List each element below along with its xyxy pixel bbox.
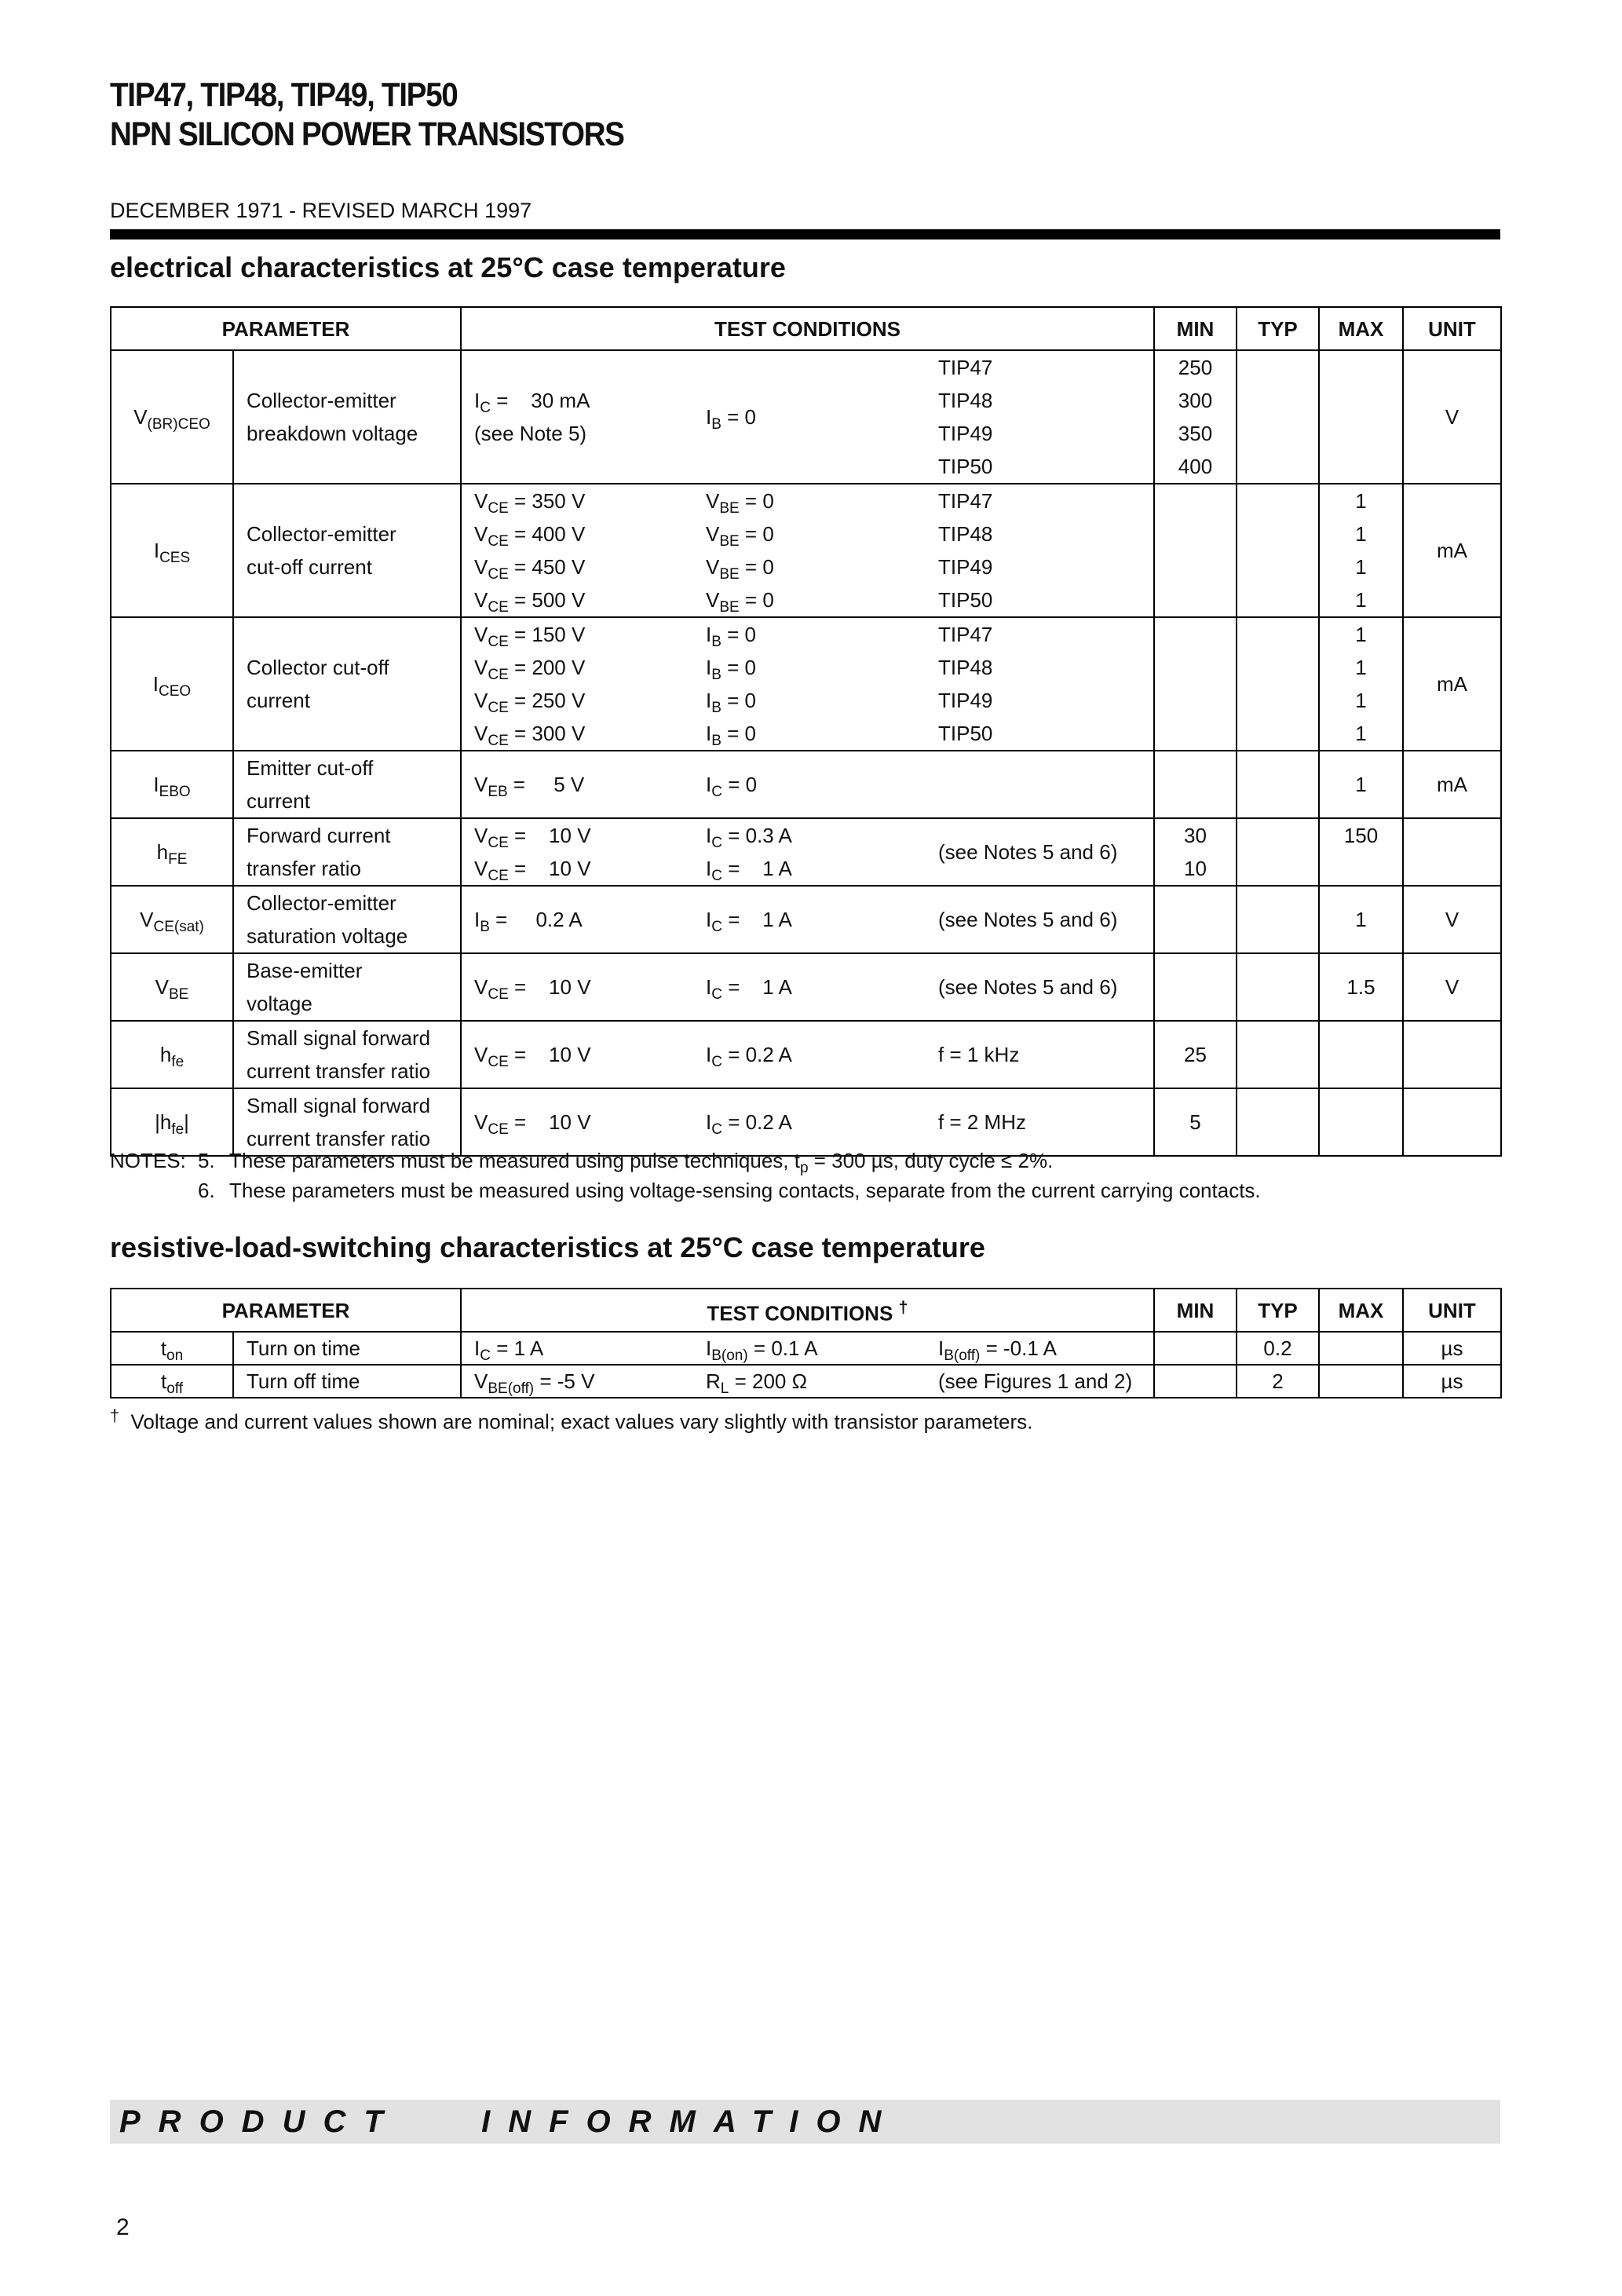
table-row xyxy=(111,953,1501,1021)
document-title xyxy=(110,75,624,154)
header-typ: TYP xyxy=(1237,1289,1319,1332)
switching-heading: resistive-load-switching characteristics at 25°C case temperature xyxy=(110,1231,985,1263)
param-symbol: $I_{CES}$ xyxy=(111,484,233,617)
min-value: 25 xyxy=(1154,1021,1237,1088)
param-description: Collector cut-off current xyxy=(233,617,461,751)
note-6: 6. These parameters must be measured using voltage-sensing contacts, separate from the current carrying contacts. xyxy=(198,1179,1261,1202)
typ-value: 2 xyxy=(1237,1365,1319,1398)
param-symbol: $t_{off}$ xyxy=(111,1365,233,1398)
param-description: Turn off time xyxy=(233,1365,461,1398)
revision-date: DECEMBER 1971 - REVISED MARCH 1997 xyxy=(110,199,532,222)
test-conditions: $I_B$ = 0.2 A $I_C$ = 1 A (see Notes 5 and 6) xyxy=(461,886,1154,953)
param-description: Collector-emitter cut-off current xyxy=(233,484,461,617)
table-header-row xyxy=(111,1289,1501,1332)
table-header-row xyxy=(111,307,1501,350)
typ-value: 0.2 xyxy=(1237,1332,1319,1365)
table-row xyxy=(111,1021,1501,1088)
header-rule xyxy=(110,229,1500,239)
header-typ: TYP xyxy=(1237,307,1319,350)
header-min: MIN xyxy=(1154,1289,1237,1332)
test-conditions: $I_C$ = 30 mA (see Note 5) $I_B = 0$ TIP47 TIP48 TIP49 TIP50 xyxy=(461,350,1154,484)
header-max: MAX xyxy=(1319,1289,1403,1332)
table-row xyxy=(111,350,1501,484)
header-test-conditions: TEST CONDITIONS xyxy=(461,307,1154,350)
table-row xyxy=(111,886,1501,953)
header-parameter: PARAMETER xyxy=(111,1289,461,1332)
header-min: MIN xyxy=(1154,307,1237,350)
param-symbol: $V_{CE(sat)}$ xyxy=(111,886,233,953)
test-conditions: $V_{BE(off)} = -5$ V $R_L = 200$ Ω (see Figures 1 and 2) xyxy=(461,1365,1154,1398)
param-description: Collector-emitter saturation voltage xyxy=(233,886,461,953)
header-unit: UNIT xyxy=(1403,307,1501,350)
min-values: 250 300 350 400 xyxy=(1154,350,1237,484)
max-values: 1 1 1 1 xyxy=(1319,617,1403,751)
unit: V xyxy=(1403,350,1501,484)
electrical-heading: electrical characteristics at 25°C case temperature xyxy=(110,251,786,283)
param-symbol: $t_{on}$ xyxy=(111,1332,233,1365)
dagger-footnote: † Voltage and current values shown are nominal; exact values vary slightly with transistor parameters. xyxy=(110,1406,1033,1434)
param-symbol: $h_{FE}$ xyxy=(111,818,233,886)
title-part-numbers: TIP47, TIP48, TIP49, TIP50 xyxy=(110,76,458,114)
test-conditions: $V_{CE}$ = 10 V $I_C = 0.2$ A f = 1 kHz xyxy=(461,1021,1154,1088)
max-value: 150 xyxy=(1319,818,1403,886)
param-description: Turn on time xyxy=(233,1332,461,1365)
param-description: Collector-emitter breakdown voltage xyxy=(233,350,461,484)
unit: V xyxy=(1403,953,1501,1021)
param-symbol: $I_{EBO}$ xyxy=(111,751,233,818)
test-conditions: $V_{CE}$ = 10 V $V_{CE}$ = 10 V $I_C = 0.3$ A $I_C$ = 1 A (see Notes 5 and 6) xyxy=(461,818,1154,886)
test-conditions: $V_{CE} = 150$ V $I_B = 0$ TIP47 $V_{CE} = 200$ V $I_B = 0$ TIP48 $V_{CE} = 250$ V $I_B = 0$ TIP49 $V_{CE} = 300$ V $I_B = 0$ TIP50 xyxy=(461,617,1154,751)
param-description: Small signal forward current transfer ratio xyxy=(233,1088,461,1156)
max-value: 1 xyxy=(1319,886,1403,953)
table-row xyxy=(111,751,1501,818)
table-row xyxy=(111,617,1501,751)
test-conditions: $V_{CE} = 350$ V $V_{BE} = 0$ TIP47 $V_{CE} = 400$ V $V_{BE} = 0$ TIP48 $V_{CE} = 450$ V $V_{BE} = 0$ TIP49 $V_{CE} = 500$ V $V_{BE} = 0$ TIP50 xyxy=(461,484,1154,617)
header-test-conditions: TEST CONDITIONS † xyxy=(461,1289,1154,1332)
switching-characteristics-table xyxy=(110,1288,1502,1398)
unit: µs xyxy=(1403,1332,1501,1365)
table-row xyxy=(111,1365,1501,1398)
param-description: Forward current transfer ratio xyxy=(233,818,461,886)
test-conditions: $V_{EB}$ = 5 V $I_C = 0$ xyxy=(461,751,1154,818)
min-values: 30 10 xyxy=(1154,818,1237,886)
param-description: Base-emitter voltage xyxy=(233,953,461,1021)
dagger-mark: † xyxy=(110,1406,120,1425)
table-row xyxy=(111,484,1501,617)
dagger-mark: † xyxy=(898,1296,908,1317)
min-value: 5 xyxy=(1154,1088,1237,1156)
test-conditions: $V_{CE}$ = 10 V $I_C = 0.2$ A f = 2 MHz xyxy=(461,1088,1154,1156)
unit: µs xyxy=(1403,1365,1501,1398)
param-symbol: $|h_{fe}|$ xyxy=(111,1088,233,1156)
max-value: 1.5 xyxy=(1319,953,1403,1021)
test-conditions: $V_{CE}$ = 10 V $I_C$ = 1 A (see Notes 5 and 6) xyxy=(461,953,1154,1021)
unit: mA xyxy=(1403,617,1501,751)
product-information-label: PRODUCT INFORMATION xyxy=(119,2104,900,2139)
header-max: MAX xyxy=(1319,307,1403,350)
param-description: Small signal forward current transfer ratio xyxy=(233,1021,461,1088)
note-5: NOTES: 5. These parameters must be measured using pulse techniques, $t_p = 300$ µs, duty cycle ≤ 2%. xyxy=(110,1149,1054,1176)
max-value: 1 xyxy=(1319,751,1403,818)
unit: mA xyxy=(1403,751,1501,818)
param-symbol: $V_{(BR)CEO}$ xyxy=(111,350,233,484)
page-number: 2 xyxy=(116,2214,130,2240)
table-row xyxy=(111,818,1501,886)
title-description: NPN SILICON POWER TRANSISTORS xyxy=(110,115,624,153)
max-values: 1 1 1 1 xyxy=(1319,484,1403,617)
param-symbol: $I_{CEO}$ xyxy=(111,617,233,751)
param-description: Emitter cut-off current xyxy=(233,751,461,818)
notes xyxy=(110,1146,1261,1205)
electrical-characteristics-table xyxy=(110,306,1502,1157)
header-parameter: PARAMETER xyxy=(111,307,461,350)
param-symbol: $h_{fe}$ xyxy=(111,1021,233,1088)
test-conditions: $I_C = 1$ A $I_{B(on)} = 0.1$ A $I_{B(off)} = -0.1$ A xyxy=(461,1332,1154,1365)
param-symbol: $V_{BE}$ xyxy=(111,953,233,1021)
table-row xyxy=(111,1332,1501,1365)
header-unit: UNIT xyxy=(1403,1289,1501,1332)
unit: mA xyxy=(1403,484,1501,617)
unit: V xyxy=(1403,886,1501,953)
